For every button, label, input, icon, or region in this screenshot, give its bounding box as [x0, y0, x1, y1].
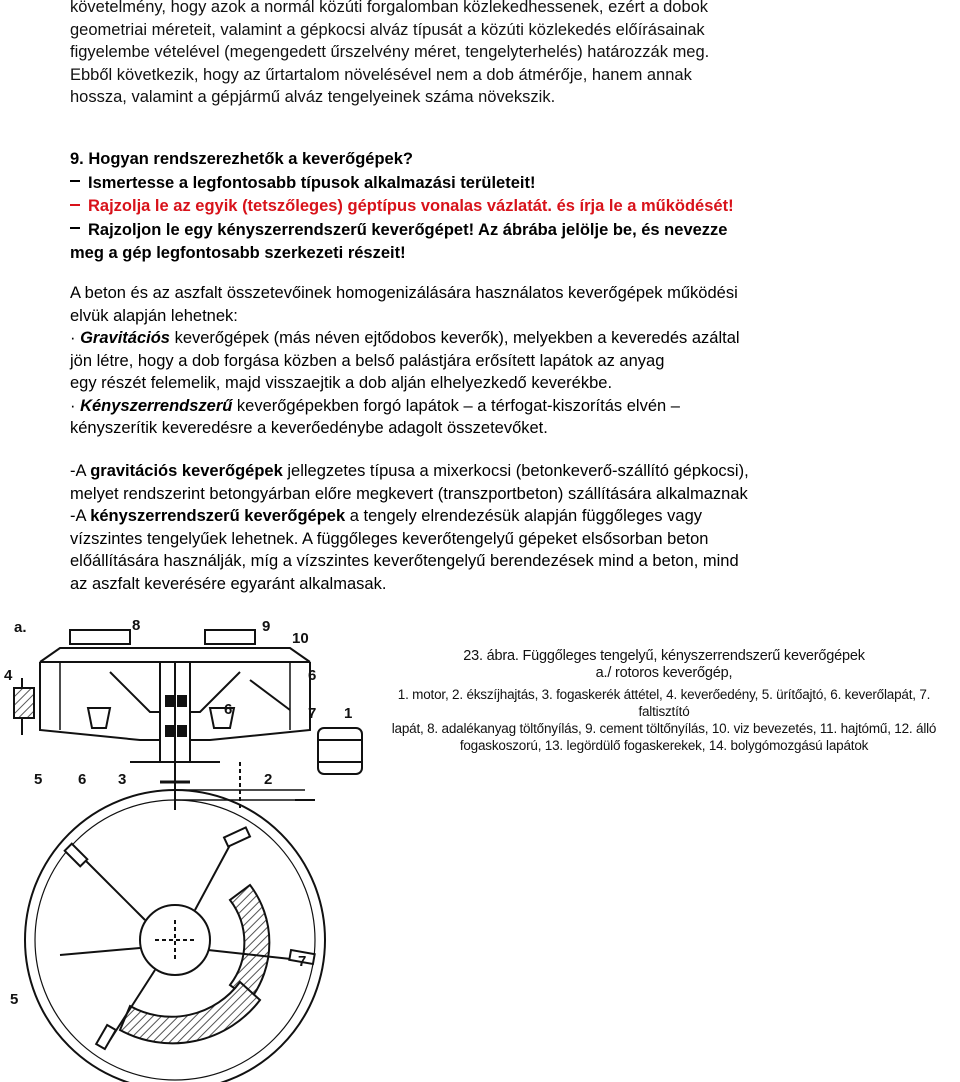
panel-label: a.: [14, 619, 27, 636]
body-line: [70, 505, 950, 528]
hopper-8: [70, 630, 130, 644]
dash-icon: [70, 204, 80, 206]
question-item-text: Ismertesse a legfontosabb típusok alkalmazási területeit!: [88, 173, 536, 192]
question-block: [70, 148, 940, 266]
intro-line: hossza, valamint a gépjármű alváz tengelyeinek száma növekszik.: [70, 88, 556, 106]
rotor-hub: [140, 905, 210, 975]
callout-5: 5: [34, 771, 43, 788]
bold-term: gravitációs keverőgépek: [90, 462, 283, 480]
body-line: elvük alapján lehetnek:: [70, 306, 238, 325]
bullet-icon: ·: [70, 396, 76, 415]
intro-line: geometriai méreteit, valamint a gépkocsi alváz típusát a közúti közlekedés előírásainak: [70, 20, 705, 39]
caption-subtitle: a./ rotoros keverőgép,: [595, 665, 733, 681]
body-line: vízszintes tengelyűek lehetnek. A függőleges keverőtengelyű gépeket elsősorban beton: [70, 529, 709, 548]
mixer-usage-paragraph: [70, 460, 950, 595]
dash-icon: [70, 180, 80, 182]
body-line: A beton és az aszfalt összetevőinek homogenizálására használatos keverőgépek működési: [70, 284, 738, 302]
body-line: [70, 460, 950, 483]
top-view: [25, 790, 325, 1082]
body-text: jellegzetes típusa a mixerkocsi (betonkeverő-szállító gépkocsi),: [282, 462, 749, 480]
caption-title: 23. ábra. Függőleges tengelyű, kényszerrendszerű keverőgépek: [463, 648, 865, 664]
body-text: keverőgépekben forgó lapátok – a térfogat-kiszorítás elvén –: [232, 396, 680, 415]
intro-line: Ebből következik, hogy az űrtartalom növelésével nem a dob átmérője, hanem annak: [70, 65, 692, 84]
intro-line: figyelembe vételével (megengedett űrszelvény méret, tengelyterhelés) határozzák meg.: [70, 43, 710, 61]
body-line: előállítására használják, míg a vízszintes keverőtengelyű berendezések mind a beton, mind: [70, 552, 739, 570]
discharge-door-5: [14, 688, 34, 718]
body-text: keverőgépek (más néven ejtődobos keverők), melyekben a keveredés azáltal: [169, 329, 740, 347]
callout-3: 3: [118, 771, 127, 788]
callout-4: 4: [4, 667, 13, 684]
callout-6b: 6: [224, 701, 233, 718]
callout-7: 7: [308, 705, 317, 722]
term-forced: Kényszerrendszerű: [80, 396, 233, 415]
question-item: [70, 219, 940, 243]
body-line: melyet rendszerint betongyárban előre megkevert (transzportbeton) szállítására alkalmaznak: [70, 484, 748, 503]
body-line: kényszerítik keveredésre a keverőedénybe adagolt összetevőket.: [70, 419, 548, 437]
blade-arm: [110, 672, 160, 712]
bullet-line: [70, 327, 950, 350]
intro-line: követelmény, hogy azok a normál közúti forgalomban közlekedhessenek, ezért a dobok: [70, 0, 709, 16]
callout-9: 9: [262, 618, 271, 635]
caption-parts-line: 1. motor, 2. ékszíjhajtás, 3. fogaskerék áttétel, 4. keverőedény, 5. ürítőajtó, 6. keverőlapát, 7. faltisztító: [397, 687, 931, 719]
caption-parts-line: fogaskoszorú, 13. legördülő fogaskerekek, 14. bolygómozgású lapátok: [459, 738, 869, 753]
callout-7b: 7: [298, 953, 307, 970]
callout-6: 6: [308, 667, 317, 684]
bullet-icon: ·: [70, 329, 76, 347]
mixer-diagram: [0, 600, 960, 1082]
motor-1: [318, 728, 362, 774]
callout-5b: 5: [10, 991, 19, 1008]
drum-top: [40, 648, 310, 662]
hopper-9: [205, 630, 255, 644]
blade-6: [88, 708, 110, 728]
bullet-line: [70, 395, 950, 418]
question-item-text: Rajzoljon le egy kényszerrendszerű keverőgépet! Az ábrába jelölje be, és nevezze: [88, 220, 728, 239]
caption-parts-line: lapát, 8. adalékanyag töltőnyílás, 9. cement töltőnyílás, 10. viz bevezetés, 11. hajtómű, 12. álló: [391, 721, 937, 736]
question-item: [70, 172, 940, 196]
body-text: -A: [70, 507, 91, 525]
bold-term: kényszerrendszerű keverőgépek: [90, 507, 346, 525]
body-text: -A: [70, 462, 91, 480]
mixer-types-paragraph: [70, 282, 950, 440]
body-line: jön létre, hogy a dob forgása közben a belső palástjára erősített lapátok az anyag: [70, 351, 665, 370]
dash-icon: [70, 227, 80, 229]
callout-2: 2: [264, 771, 273, 788]
body-line: az aszfalt keverésére egyaránt alkalmasak.: [70, 574, 387, 593]
question-item-red: [70, 195, 940, 219]
callout-8: 8: [132, 617, 141, 634]
body-line: egy részét felemelik, majd visszaejtik a dob alján elhelyezkedő keverékbe.: [70, 374, 613, 392]
question-item-text: Rajzolja le az egyik (tetszőleges) géptípus vonalas vázlatát. és írja le a működését!: [88, 197, 734, 215]
question-title: 9. Hogyan rendszerezhetők a keverőgépek?: [70, 150, 413, 168]
callout-6c: 6: [78, 771, 87, 788]
body-text: a tengely elrendezésük alapján függőleges vagy: [345, 507, 702, 525]
blade-sector: [230, 885, 269, 1000]
intro-paragraph: [70, 0, 930, 109]
callout-1: 1: [344, 705, 353, 722]
term-gravitational: Gravitációs: [80, 329, 170, 347]
callout-10: 10: [292, 630, 309, 647]
question-item-cont: meg a gép legfontosabb szerkezeti részeit!: [70, 244, 406, 262]
